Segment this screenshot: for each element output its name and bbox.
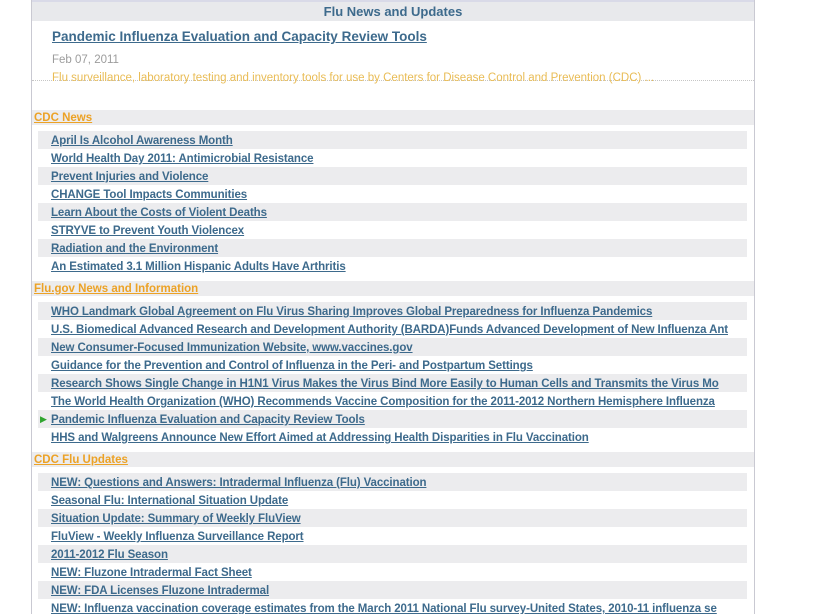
news-link[interactable]: World Health Day 2011: Antimicrobial Resistance	[51, 153, 314, 165]
news-row	[38, 257, 747, 275]
section-heading-flugov	[32, 281, 754, 296]
news-link[interactable]: New Consumer-Focused Immunization Website, www.vaccines.gov	[51, 342, 413, 354]
news-row	[38, 527, 747, 545]
news-link[interactable]: Research Shows Single Change in H1N1 Virus Makes the Virus Bind More Easily to Human Cells and Transmits the Virus Mo	[51, 378, 719, 390]
news-link[interactable]: U.S. Biomedical Advanced Research and Development Authority (BARDA)Funds Advanced Development of New Influenza Ant	[51, 324, 729, 336]
news-link[interactable]: 2011-2012 Flu Season	[51, 549, 168, 561]
news-row	[38, 392, 747, 410]
section-heading-link[interactable]: CDC News	[34, 112, 93, 124]
news-link[interactable]: WHO Landmark Global Agreement on Flu Virus Sharing Improves Global Preparedness for Influenza Pandemics	[51, 306, 653, 318]
featured-article-link[interactable]: Pandemic Influenza Evaluation and Capacity Review Tools	[52, 29, 427, 44]
section-heading-cdc-news	[32, 110, 754, 125]
featured-article	[32, 21, 754, 84]
news-link[interactable]: CHANGE Tool Impacts Communities	[51, 189, 248, 201]
news-link[interactable]: An Estimated 3.1 Million Hispanic Adults Have Arthritis	[51, 261, 346, 273]
news-row	[38, 149, 747, 167]
selected-item-arrow-icon: ▶	[40, 414, 47, 424]
news-row	[38, 509, 747, 527]
news-row	[38, 599, 747, 614]
news-row	[38, 320, 747, 338]
news-row	[38, 545, 747, 563]
news-row	[38, 581, 747, 599]
news-row	[38, 356, 747, 374]
news-row	[38, 491, 747, 509]
news-row	[38, 428, 747, 446]
news-link[interactable]: HHS and Walgreens Announce New Effort Aimed at Addressing Health Disparities in Flu Vaccination	[51, 432, 589, 444]
spacer	[32, 81, 754, 104]
featured-article-date: Feb 07, 2011	[52, 54, 119, 66]
news-link[interactable]: NEW: Fluzone Intradermal Fact Sheet	[51, 567, 252, 579]
news-row	[38, 374, 747, 392]
news-list-cdc-flu-updates	[38, 473, 747, 614]
news-link[interactable]: FluView - Weekly Influenza Surveillance Report	[51, 531, 304, 543]
news-link[interactable]: The World Health Organization (WHO) Recommends Vaccine Composition for the 2011-2012 Northern Hemisphere Influenza	[51, 396, 715, 408]
news-link[interactable]: Situation Update: Summary of Weekly FluView	[51, 513, 301, 525]
news-link[interactable]: NEW: Influenza vaccination coverage estimates from the March 2011 National Flu survey-United States, 2010-11 influenza se	[51, 603, 717, 614]
news-row	[38, 131, 747, 149]
news-row	[38, 473, 747, 491]
news-link[interactable]: NEW: Questions and Answers: Intradermal Influenza (Flu) Vaccination	[51, 477, 427, 489]
news-link[interactable]: April Is Alcohol Awareness Month	[51, 135, 233, 147]
news-row	[38, 167, 747, 185]
panel-title: Flu News and Updates	[32, 0, 754, 21]
news-row	[38, 203, 747, 221]
news-link[interactable]: Pandemic Influenza Evaluation and Capacity Review Tools	[51, 414, 365, 426]
featured-article-description: Flu surveillance, laboratory testing and inventory tools for use by Centers for Disease Control and Prevention (CDC) ...	[52, 72, 655, 84]
section-heading-link[interactable]: CDC Flu Updates	[34, 454, 128, 466]
news-row	[38, 221, 747, 239]
news-row	[38, 563, 747, 581]
news-link[interactable]: STRYVE to Prevent Youth Violencex	[51, 225, 245, 237]
news-row	[38, 239, 747, 257]
news-link[interactable]: NEW: FDA Licenses Fluzone Intradermal	[51, 585, 270, 597]
news-row	[38, 302, 747, 320]
news-row	[38, 185, 747, 203]
section-heading-cdc-flu-updates	[32, 452, 754, 467]
news-link[interactable]: Learn About the Costs of Violent Deaths	[51, 207, 267, 219]
news-list-flugov	[38, 302, 747, 446]
section-heading-link[interactable]: Flu.gov News and Information	[34, 283, 199, 295]
news-link[interactable]: Guidance for the Prevention and Control of Influenza in the Peri- and Postpartum Settings	[51, 360, 533, 372]
news-link[interactable]: Radiation and the Environment	[51, 243, 219, 255]
news-panel	[31, 0, 755, 614]
news-row	[38, 410, 747, 428]
news-row	[38, 338, 747, 356]
news-list-cdc-news	[38, 131, 747, 275]
news-link[interactable]: Prevent Injuries and Violence	[51, 171, 209, 183]
news-link[interactable]: Seasonal Flu: International Situation Update	[51, 495, 289, 507]
